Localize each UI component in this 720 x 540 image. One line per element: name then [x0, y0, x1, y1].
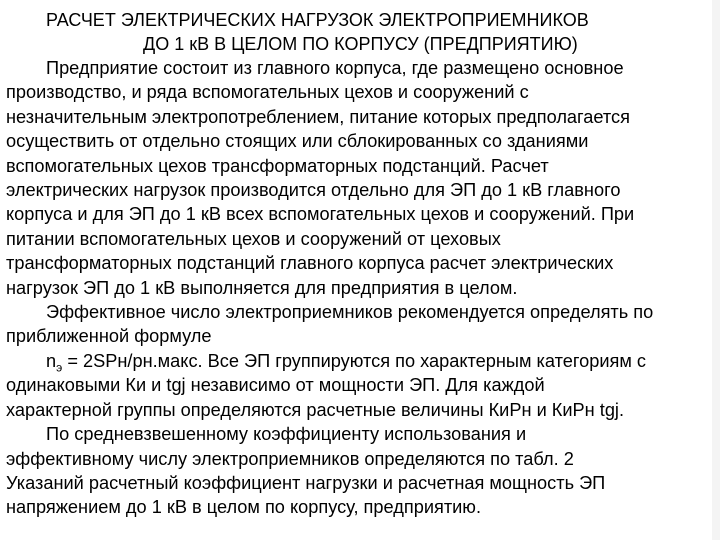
body-line: нагрузок ЭП до 1 кВ выполняется для предприятия в целом. [6, 277, 518, 298]
body-line: эффективному числу электроприемников определяются по табл. 2 [6, 448, 574, 469]
formula-subscript: э [56, 360, 63, 375]
body-line: незначительным электропотреблением, питание которых предполагается [6, 106, 630, 127]
title-line-2: ДО 1 кВ В ЦЕЛОМ ПО КОРПУСУ (ПРЕДПРИЯТИЮ) [143, 34, 578, 54]
body-line: вспомогательных цехов трансформаторных подстанций. Расчет [6, 155, 549, 176]
body-line: питании вспомогательных цехов и сооружений от цеховых [6, 228, 501, 249]
body-line: характерной группы определяются расчетные величины КиРн и КиРн tgj. [6, 399, 625, 420]
body-line: Предприятие состоит из главного корпуса, где размещено основное [46, 58, 624, 78]
formula-symbol: n [46, 350, 57, 371]
body-line: корпуса и для ЭП до 1 кВ всех вспомогательных цехов и сооружений. При [6, 204, 635, 225]
body-line: приближенной формуле [6, 326, 212, 347]
formula-text: = 2SPн/рн.макс. Все ЭП группируются по характерным категориям с [67, 350, 646, 371]
body-line: По средневзвешенному коэффициенту использования и [46, 424, 527, 445]
body-line: одинаковыми Ки и tgj независимо от мощности ЭП. Для каждой [6, 375, 545, 396]
edge-strip [712, 0, 720, 540]
formula-line [6, 349, 712, 373]
body-line: Указаний расчетный коэффициент нагрузки и расчетная мощность ЭП [6, 472, 606, 493]
title-line-1: РАСЧЕТ ЭЛЕКТРИЧЕСКИХ НАГРУЗОК ЭЛЕКТРОПРИЕМНИКОВ [46, 10, 589, 30]
body-line: производство, и ряда вспомогательных цехов и сооружений с [6, 82, 529, 103]
body-line: трансформаторных подстанций главного корпуса расчет электрических [6, 253, 614, 274]
body-line: электрических нагрузок производится отдельно для ЭП до 1 кВ главного [6, 180, 621, 201]
body-line: осуществить от отдельно стоящих или сблокированных со зданиями [6, 131, 589, 152]
body-line: Эффективное число электроприемников рекомендуется определять по [46, 302, 654, 323]
body-line: напряжением до 1 кВ в целом по корпусу, предприятию. [6, 497, 482, 518]
